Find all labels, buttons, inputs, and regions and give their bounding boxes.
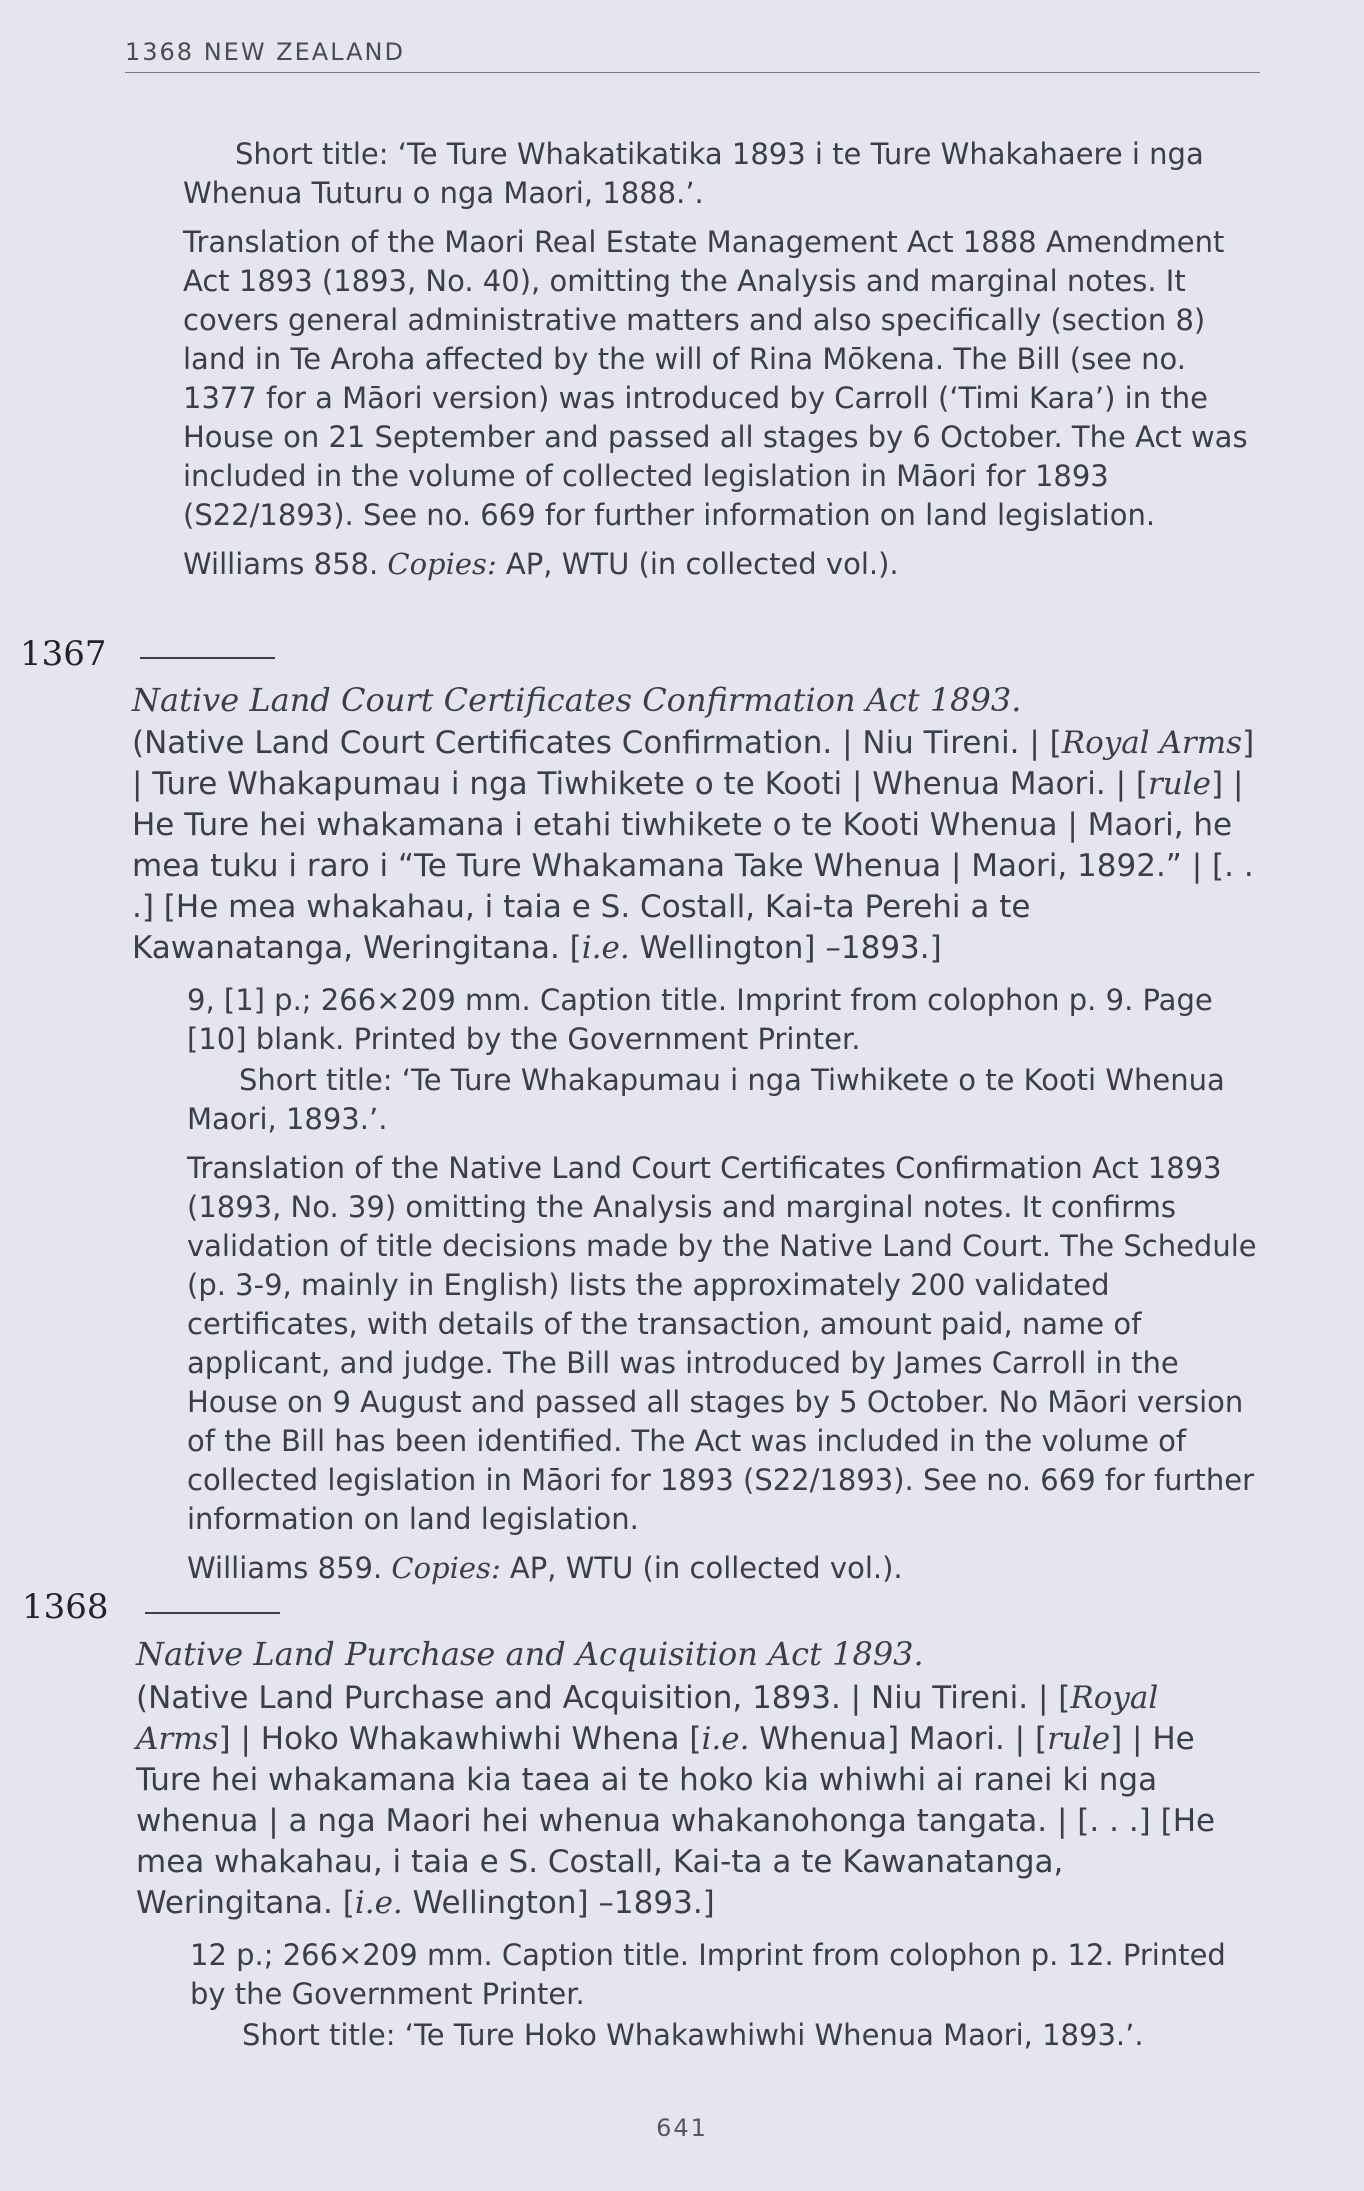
transcription-italic: i.e.	[354, 1885, 403, 1921]
entry-rule-1368	[145, 1612, 280, 1614]
transcription-part: ] | Ture Whakapumau i nga Tiwhikete o te Kooti | Whenua Maori. | [	[132, 725, 1255, 802]
ref-prefix-1367: Williams 859.	[187, 1551, 392, 1585]
transcription-part: (Native Land Court Certificates Confirmation. | Niu Tireni. | [	[132, 725, 1062, 761]
collation-1368: 12 p.; 266×209 mm. Caption title. Imprint from colophon p. 12. Printed by the Government Printer.	[190, 1938, 1226, 2011]
copies-text-1367: AP, WTU (in collected vol.).	[500, 1551, 903, 1585]
top-copies-label: Copies:	[387, 547, 497, 581]
transcription-part: Whenua] Maori. | [	[749, 1721, 1048, 1757]
top-entry	[183, 135, 1260, 594]
transcription-italic: rule	[1147, 766, 1212, 802]
transcription-part: Wellington] –1893.]	[629, 930, 942, 966]
top-short-title: Short title: ‘Te Ture Whakatikatika 1893 i te Ture Whakahaere i nga Whenua Tuturu o nga Maori, 1888.’.	[183, 137, 1204, 210]
collation-1367: 9, [1] p.; 266×209 mm. Caption title. Imprint from colophon p. 9. Page [10] blank. Printed by the Government Printer.	[187, 983, 1213, 1056]
entry-number-1367: 1367	[20, 634, 107, 674]
entry-notes-1368	[190, 1936, 1260, 2065]
transcription-italic: i.e.	[701, 1721, 750, 1757]
short-title-1368: Short title: ‘Te Ture Hoko Whakawhiwhi Whenua Maori, 1893.’.	[242, 2018, 1144, 2052]
reference-1367	[187, 1549, 1260, 1588]
transcription-part: ] | Hoko Whakawhiwhi Whena [	[218, 1721, 702, 1757]
running-header: 1368 NEW ZEALAND	[125, 38, 1260, 73]
entry-notes-1367	[187, 981, 1260, 1598]
top-note: Translation of the Maori Real Estate Management Act 1888 Amendment Act 1893 (1893, No. 40), omitting the Analysis and marginal notes. It covers general administrative matters and also specifically (section 8) land in Te Aroha affected by the will of Rina Mōkena. The Bill (see no. 1377 for a Māori version) was introduced by Carroll (‘Timi Kara’) in the House on 21 September and passed all stages by 6 October. The Act was included in the volume of collected legislation in Māori for 1893 (S22/1893). See no. 669 for further information on land legislation.	[183, 225, 1248, 532]
transcription-italic: Royal Arms	[1061, 725, 1243, 761]
transcription-part: ] | He Ture hei whakamana kia taea ai te hoko kia whiwhi ai ranei ki nga whenua | a nga Maori hei whenua whakanohonga tangata. | [. . .] [He mea whakahau, i taia e S. Costall, Kai-ta a te Kawanatanga, Weringitana. [	[136, 1721, 1216, 1921]
page-number: 641	[656, 2114, 708, 2142]
transcription-part: (Native Land Purchase and Acquisition, 1893. | Niu Tireni. | [	[136, 1680, 1071, 1716]
transcription-1367	[132, 723, 1260, 969]
transcription-italic: i.e.	[581, 930, 630, 966]
entry-number-1368: 1368	[22, 1587, 109, 1627]
transcription-part: Wellington] –1893.]	[402, 1885, 715, 1921]
top-ref-prefix: Williams 858.	[183, 547, 388, 581]
entry-title-1367: Native Land Court Certificates Confirmation Act 1893.	[132, 681, 1022, 719]
short-title-1367: Short title: ‘Te Ture Whakapumau i nga Tiwhikete o te Kooti Whenua Maori, 1893.’.	[187, 1063, 1225, 1136]
transcription-italic: rule	[1047, 1721, 1111, 1757]
entry-rule-1367	[140, 657, 275, 659]
top-copies-text: AP, WTU (in collected vol.).	[496, 547, 899, 581]
transcription-italic: Royal Arms	[136, 1680, 1159, 1757]
copies-label-1367: Copies:	[391, 1551, 501, 1585]
note-1367: Translation of the Native Land Court Certificates Confirmation Act 1893 (1893, No. 39) omitting the Analysis and marginal notes. It confirms validation of title decisions made by the Native Land Court. The Schedule (p. 3-9, mainly in English) lists the approximately 200 validated certificates, with details of the transaction, amount paid, name of applicant, and judge. The Bill was introduced by James Carroll in the House on 9 August and passed all stages by 5 October. No Māori version of the Bill has been identified. The Act was included in the volume of collected legislation in Māori for 1893 (S22/1893). See no. 669 for further information on land legislation.	[187, 1151, 1257, 1536]
entry-title-1368: Native Land Purchase and Acquisition Act 1893.	[136, 1635, 924, 1673]
transcription-part: ] | He Ture hei whakamana i etahi tiwhikete o te Kooti Whenua | Maori, he mea tuku i raro i “Te Ture Whakamana Take Whenua | Maori, 1892.” | [. . .] [He mea whakahau, i taia e S. Costall, Kai-ta Perehi a te Kawanatanga, Weringitana. [	[132, 766, 1254, 966]
transcription-1368	[136, 1678, 1260, 1924]
top-reference	[183, 545, 1260, 584]
